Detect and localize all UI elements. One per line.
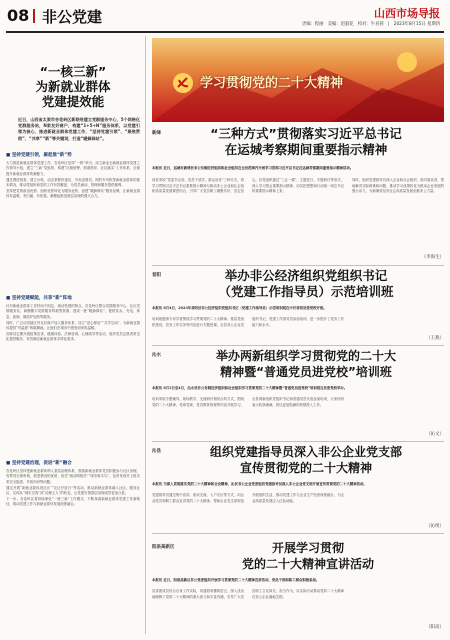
- article-3-title-line1: 举办两新组织学习贯彻党的二十大: [215, 349, 396, 363]
- lead-summary: 近日，山西省太原市杏花岭区新联络建立党群服务中心，5个网格化党群服务站，N家友好商户，构建“1+5+N”服务体系，以党建引领为核心，推进新就业群体党建工作，“坚持党建引领”、“聚焦贯彻”、“共享”“新”等关键词，打造“暖蜂驿站”。: [18, 117, 140, 141]
- header-rule: [6, 31, 444, 33]
- article-4-title-line2: 宣传贯彻党的二十大精神: [239, 461, 372, 475]
- article-2-title: [170, 268, 442, 300]
- section-title: 非公党建: [42, 8, 103, 26]
- article-5-body: 宣讲团成员结合自身工作实际，用通俗易懂的语言，深入浅出地阐释了党的二十大精神的重大意义和丰富内涵，引导广大党员职工立足岗位、担当作为，以实际行动推动党的二十大精神在非公企业落地生根。: [152, 589, 344, 599]
- article-4-sign: （沁组）: [426, 524, 444, 529]
- article-5-sign: （阳高）: [426, 625, 444, 630]
- article-4-title-line1: 组织党建指导员深入非公企业党支部: [209, 445, 402, 459]
- article-3-location: 沁水: [152, 353, 161, 358]
- lead-title-line3: 党建提效能: [41, 94, 105, 109]
- article-5-title-line2: 党的二十大精神宣讲活动: [241, 557, 374, 571]
- lead-subhead-2: ■ 坚持党建赋能，共享“新”阵地: [6, 295, 72, 301]
- article-3: [152, 346, 444, 442]
- article-4-location: 沁县: [152, 449, 161, 454]
- article-2-sign: （王燕）: [426, 336, 444, 341]
- banner-text: 学习贯彻党的二十大精神: [200, 76, 344, 91]
- article-5-lead: 本报讯 近日，阳泉高新区非公党委组织开展学习贯彻党的二十大精神宣讲活动，党员干部和职工群众积极参加。: [152, 578, 320, 582]
- lead-body-1: 大力推进新就业群体党建工作，杏花岭区坚持“一核”牵引，成立新业态新就业群体党建工作领导小组，建立“三新”党组织，构建“区级统筹、街道指导、社区落实”工作体系，全面提升新就业群体的凝聚力。 通过摸底排查、建立台账，动态掌握快递员、外卖送餐员、网约车司机等新就业群体的基本情况，推动党组织和党的工作有效覆盖，为党员流动、管理和服务提供便利。 坚持把党的政治优势、组织优势转化为服务优势，创建“暖蜂驿站”服务品牌，让新就业群体有温暖、有归属、有依靠，凝聚起推进基层治理的强大合力。: [6, 160, 140, 199]
- article-1-title: [170, 126, 442, 158]
- top-banner: [152, 38, 444, 122]
- header-divider-bar: [33, 9, 35, 23]
- lead-title: [6, 64, 140, 109]
- article-4-body: 党建指导员通过集中宣讲、座谈交流、入户走访等方式，向企业党员和职工群众宣讲党的二十大精神，帮助企业党支部规范开展组织生活，推动党建工作与企业生产经营深度融合，为企业高质量发展注入红色动能。: [152, 493, 344, 503]
- article-2: [152, 266, 444, 346]
- article-3-title-line2: 精神暨“普通党员进党校”培训班: [220, 365, 392, 379]
- lead-column: [6, 36, 146, 634]
- article-2-title-line1: 举办非公经济组织党组织书记: [224, 268, 388, 283]
- article-1-lead: 本报讯 近日，运城市新绛县非公有制经济组织和社会组织在全县范围内开展学习贯彻习近平总书记在运城考察期间重要指示精神活动。: [152, 166, 354, 170]
- article-1-body: 该县采取“党委书记讲、党员干部学、群众宣传”三种方式，将学习贯彻习近平总书记重要指示精神与推动非公企业和社会组织高质量发展紧密结合，引导广大党员职工凝聚共识、坚定信心。各党组织通过“三会一课”、主题党日、专题研讨等形式，深入学习领会重要指示精神，切实把思想和行动统一到总书记的重要指示精神上来。 同时，组织党建指导员深入企业和社会组织，面对面宣讲，帮助解决实际困难和问题，推动学习成果转化为推动企业发展的强大动力，为新绛县经济社会高质量发展贡献非公力量。: [152, 178, 444, 194]
- party-emblem-icon: [172, 72, 194, 94]
- article-1: [152, 124, 444, 266]
- article-3-body: 培训采取专题辅导、现场教学、交流研讨相结合的方式，围绕党的二十大精神、党章党规、党员教育管理等内容开展学习，全县两新组织党组织书记和普通党员代表参加培训，大家纷纷表示收获满满，将以更加饱满的热情投入工作。: [152, 397, 344, 407]
- article-4-lead: 本报讯 为深入贯彻落实党的二十大精神和全会精神，沁县非公企业党委组织党建指导员深入非公企业党支部开展宣传贯彻党的二十大精神活动。: [152, 482, 367, 486]
- lead-subhead-3: ■ 坚持党建治理，促进“新”融合: [6, 460, 72, 466]
- lead-body-3: 杏花岭区坚持把新就业群体纳入基层治理体系，鼓励新就业群体党员积极参与社区治理，发挥其走街串巷、熟悉情况的优势，担任“流动网格员”“城市啄木鸟”，及时发现并上报各类安全隐患、矛盾纠纷等问题。 通过开展“新就业群体进社区”“社区开放日”等活动，推动新就业群体融入社区、服务社区，实现从“城市过客”到“治理主人”的转变，让党建引领基层治理成效更加凸显。 下一步，杏花岭区将持续深化“一核三新”工作模式，不断探索新就业群体党建工作新路径，推动党建工作与新就业群体发展深度融合。: [6, 468, 140, 507]
- paper-name: 山西市场导报: [374, 7, 440, 20]
- lead-title-line1: “一核三新”: [39, 64, 107, 79]
- article-4-title: [170, 444, 442, 476]
- article-1-title-line1: “三种方式”贯彻落实习近平总书记: [210, 126, 402, 141]
- article-5-title-line1: 开展学习贯彻: [271, 541, 344, 555]
- lead-body-2: 针对新就业群体工作时间不固定、流动性强的特点，杏花岭区整合党群服务中心、社区党群服务站、商圈楼宇党群服务阵地等资源，建成一批“暖蜂驿站”，提供饮水、充电、休息、如厕、微波炉加热等服务。 同时，广泛动员辖区内友好商户加入服务体系，设立“爱心驿站”“共享空间”，为新就业群体提供“有温度”的歇脚地，让他们在城市中感受到家的温暖。 各驿站定期开展政策宣讲、健康体检、法律咨询、心理疏导等活动，组织党员志愿者常态化提供服务，有效满足新就业群体多样化需求。: [6, 303, 140, 342]
- article-5: [152, 534, 444, 634]
- article-5-location: 阳泉高新区: [152, 545, 175, 550]
- page-number: 08: [7, 6, 30, 25]
- article-2-title-line2: （党建工作指导员）示范培训班: [218, 284, 394, 299]
- article-3-sign: （沁文）: [426, 432, 444, 437]
- header-meta: 责编：程丽 美编：赵淑花 校对：牛君莉 | 2023年8月15日 星期四: [302, 22, 440, 27]
- article-2-lead: 本报讯 8月4日，2023年昔阳县非公经济组织党组织书记（党建工作指导员）示范培训班在中共昔阳县委党校开班。: [152, 306, 327, 310]
- article-3-title: [170, 348, 442, 380]
- article-1-sign: （李海生）: [421, 255, 444, 260]
- article-4: [152, 442, 444, 534]
- article-1-location: 新绛: [152, 131, 161, 136]
- article-1-title-line2: 在运城考察期间重要指示精神: [224, 142, 388, 157]
- article-3-lead: 本报讯 8月3日至4日，沁水县非公有制经济组织和社会组织学习贯彻党的二十大精神暨“普通党员进党校”培训班在县委党校举办。: [152, 386, 348, 390]
- page-header: [0, 0, 450, 36]
- article-5-title: [174, 540, 442, 572]
- lead-subhead-1: ■ 坚持党建引领，凝起推“新”势: [6, 152, 72, 158]
- article-2-location: 昔阳: [152, 273, 161, 278]
- lead-title-line2: 为新就业群体: [35, 79, 111, 94]
- article-2-body: 培训班邀请专家学者围绕学习贯彻党的二十大精神、基层党组织建设、党务工作实务等内容进行专题授课，全县非公企业党组织书记、党建工作指导员参加培训，进一步提升了党务工作能力和水平。: [152, 317, 344, 327]
